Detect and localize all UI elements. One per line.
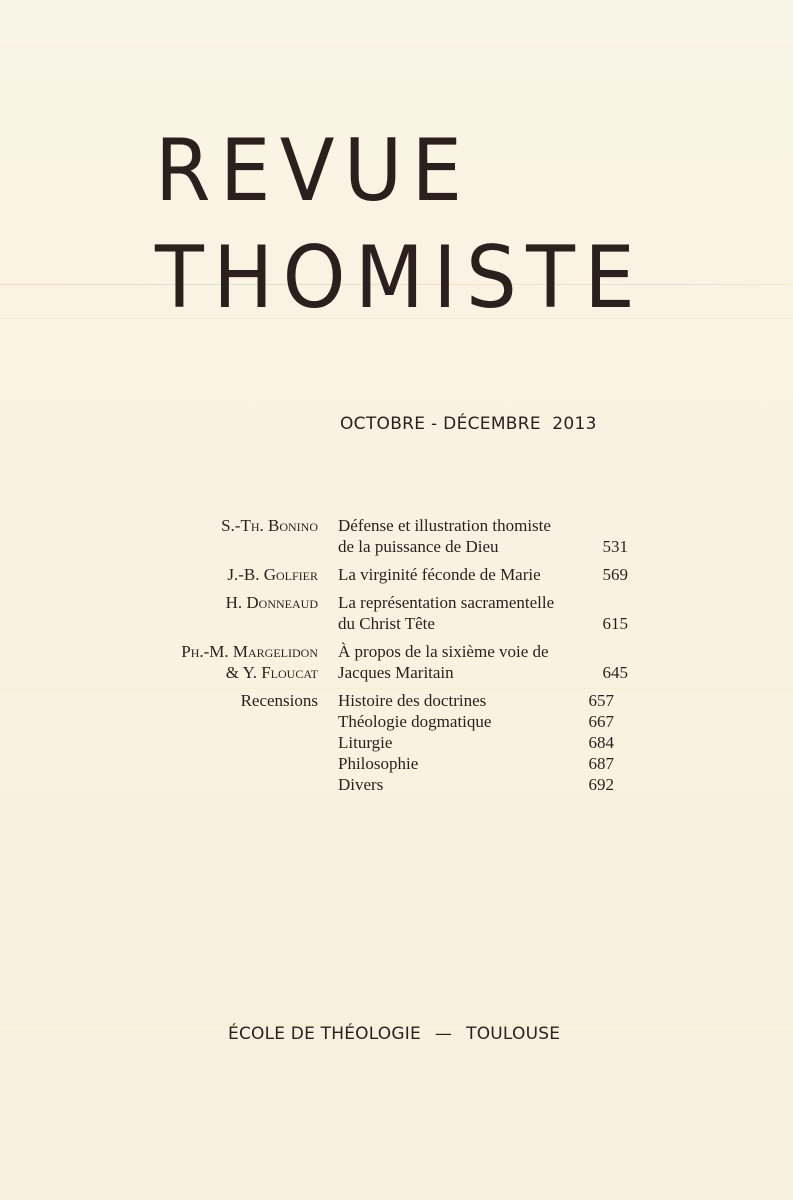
author-name: J.-B. Golfier [227,565,318,584]
recension-page: 692 [588,775,614,794]
page-number-value: 569 [602,565,628,584]
recension-item [338,732,628,753]
page-number [592,515,642,557]
masthead-line-2: THOMISTE [155,228,645,328]
article-title-line: de la puissance de Dieu [338,537,499,556]
recension-title: Divers [338,775,384,794]
publisher-city: TOULOUSE [466,1024,561,1044]
page-number [592,564,642,585]
article-title-line: Défense et illustration thomiste [338,516,551,535]
scan-artifact-line [0,46,793,47]
page-number-value: 615 [602,614,628,633]
page-number-value: 531 [602,537,628,556]
author-name: & Y. Floucat [225,663,318,682]
toc-entry [150,592,628,634]
article-title-line: du Christ Tête [338,614,435,633]
recensions-section [150,690,620,795]
recension-page: 657 [588,691,614,710]
article-title [338,592,572,634]
page-number [592,592,642,634]
author-name: H. Donneaud [225,593,318,612]
article-title [338,641,572,683]
article-title [338,515,572,557]
recension-item [338,690,628,711]
masthead-line-1: REVUE [155,121,472,221]
recension-title: Théologie dogmatique [338,712,492,731]
table-of-contents [150,515,628,795]
recension-item [338,753,628,774]
recension-title: Histoire des doctrines [338,691,487,710]
recensions-list [338,690,642,795]
author-column [150,592,318,634]
article-title-line: La représentation sacramentelle [338,593,555,612]
author-column [150,564,318,585]
recension-title: Philosophie [338,754,419,773]
recensions-label: Recensions [240,691,318,710]
recension-page: 687 [588,754,614,773]
article-title-line: La virginité féconde de Marie [338,565,541,584]
toc-entry [150,641,628,683]
issue-date: OCTOBRE - DÉCEMBRE 2013 [340,414,597,434]
toc-entry [150,564,628,585]
author-name: S.-Th. Bonino [221,516,318,535]
recension-item [338,711,628,732]
publisher-footer [228,1024,560,1044]
article-title [338,564,572,585]
author-column [150,641,318,683]
recension-item [338,774,628,795]
recension-page: 667 [588,712,614,731]
publisher-name: ÉCOLE DE THÉOLOGIE [228,1024,421,1044]
author-column [150,515,318,557]
author-name: Ph.-M. Margelidon [181,642,318,661]
page-number-value: 645 [602,663,628,682]
footer-separator: — [434,1024,453,1044]
article-title-line: À propos de la sixième voie de [338,642,549,661]
recension-page: 684 [588,733,614,752]
toc-entry [150,515,628,557]
recension-title: Liturgie [338,733,393,752]
article-title-line: Jacques Maritain [338,663,454,682]
page-number [592,641,642,683]
